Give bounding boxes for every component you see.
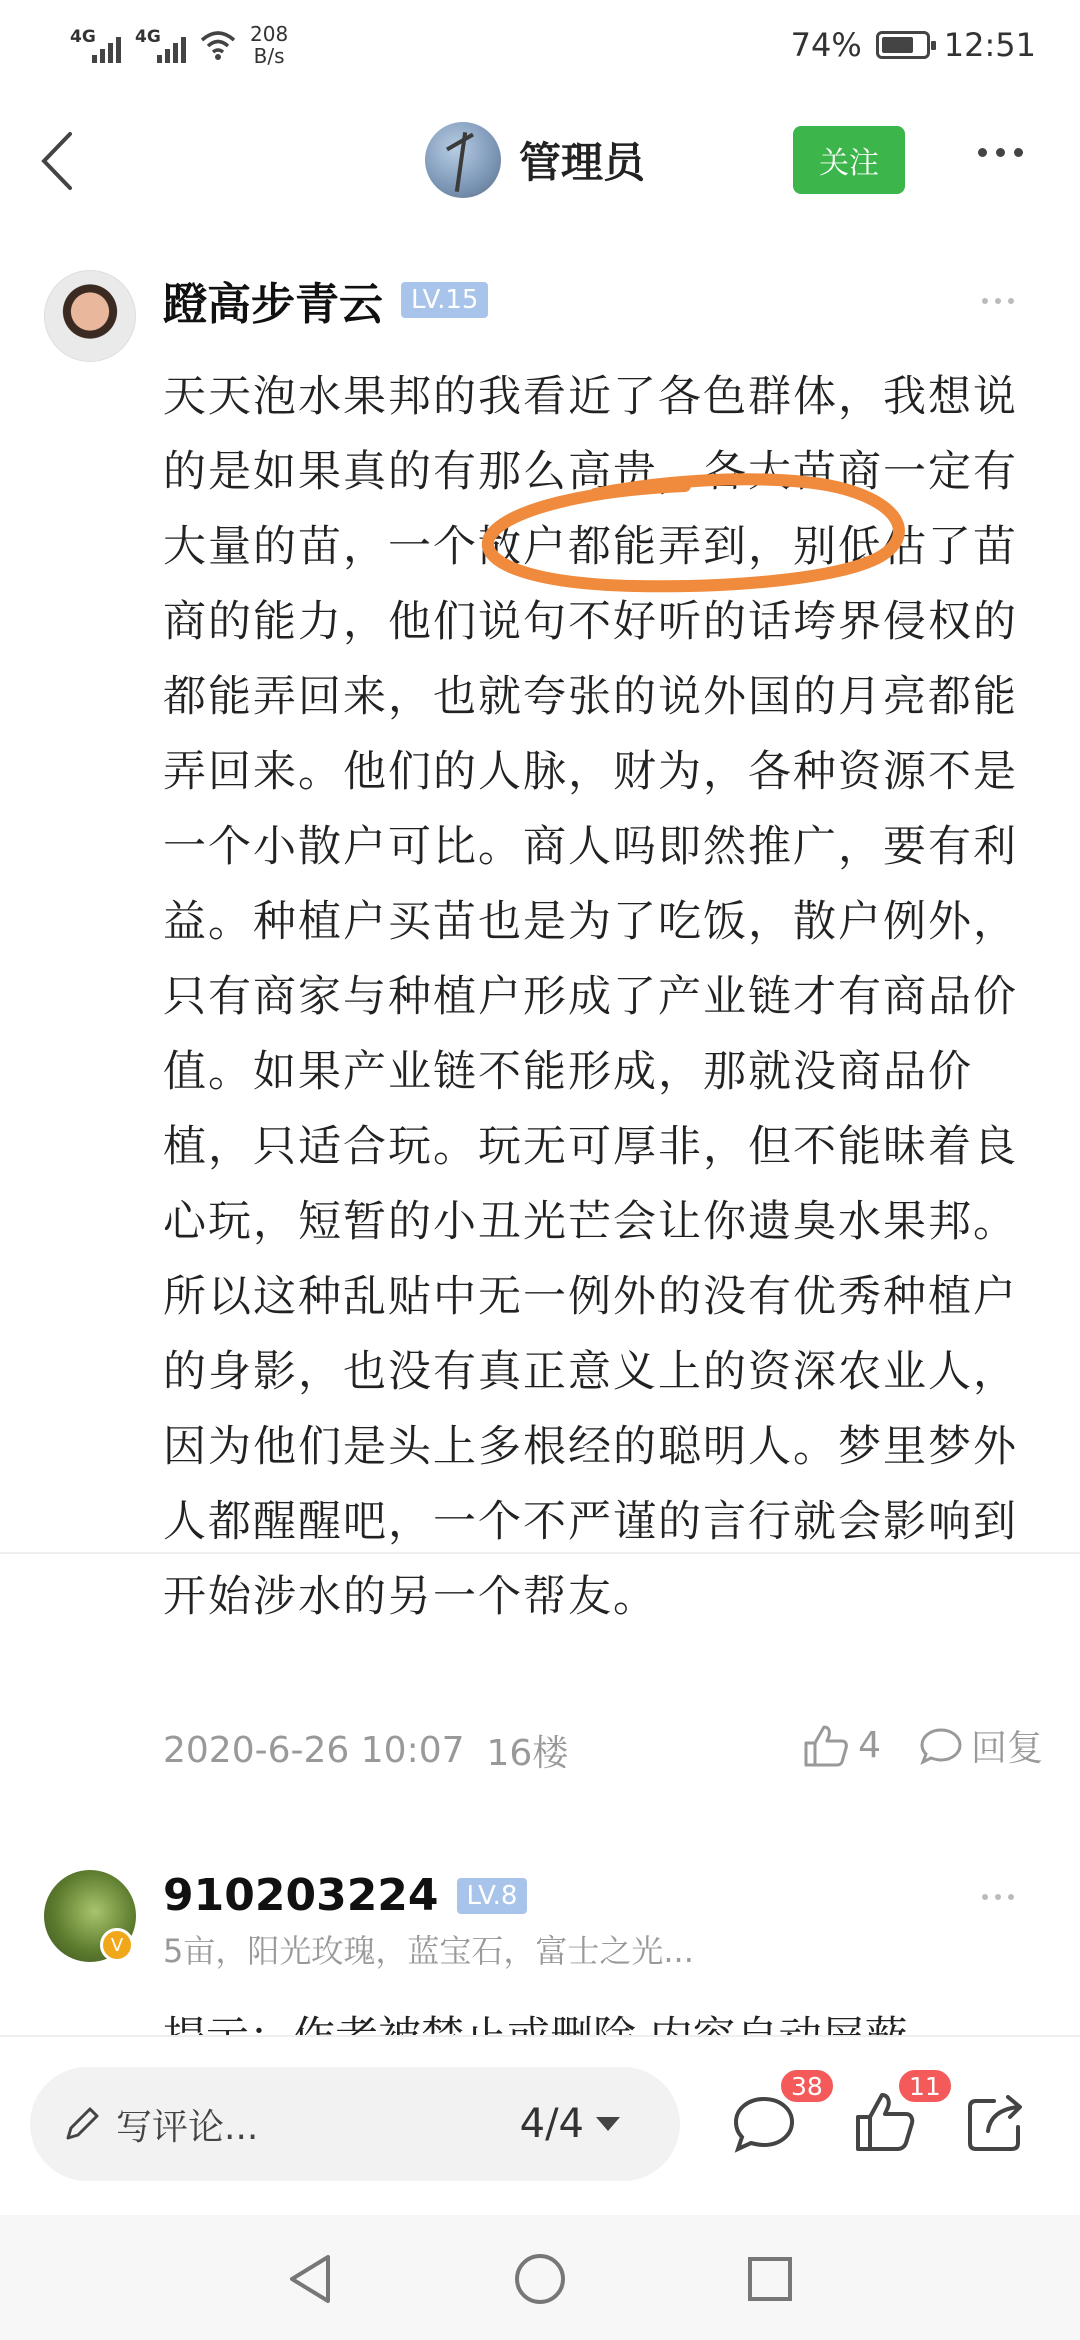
status-right [791,26,1036,64]
post-meta [163,1720,1043,1780]
nav-avatar[interactable] [425,122,501,198]
level-badge: LV.15 [401,282,488,318]
battery-fill [882,37,913,53]
post2-body-peek [163,2008,983,2036]
post-body: 天天泡水果邦的我看近了各色群体，我想说的是如果真的有那么高贵，各大苗商一定有大量的苗，一个散户都能弄到，别低估了苗商的能力，他们说句不好听的话垮界侵权的都能弄回来，也就夸张的说外国的月亮都能弄回来。他们的人脉，财为，各种资源不是一个小散户可比。商人吗即然推广，要有利益。种植户买苗也是为了吃饭，散户例外，只有商家与种植户形成了产业链才有商品价值。如果产业链不能形成，那就没商品价植，只适合玩。玩无可厚非，但不能昧着良心玩，短暂的小丑光芒会让你遗臭水果邦。所以这种乱贴中无一例外的没有优秀种植户的身影，也没有真正意义上的资深农业人，因为他们是头上多根经的聪明人。梦里梦外人都醒醒吧，一个不严谨的言行就会影响到开始涉水的另一个帮友。 [163,372,1018,1622]
reply-button[interactable]: 回复 [970,1728,1043,1769]
network-type-2: 4G [135,27,161,47]
user-bio: 5亩，阳光玫瑰，蓝宝石，富士之光... [163,1932,694,1970]
post2-header [163,1870,527,1921]
bottom-action-bar [0,2035,1080,2215]
network-type: 4G [70,27,96,47]
reply-bubble-icon[interactable] [919,1726,963,1766]
back-arrow-icon[interactable] [30,126,90,196]
level-badge-2: LV.8 [457,1878,528,1914]
like-count: 4 [858,1725,881,1766]
post-date: 2020-6-26 10:07 [163,1729,465,1771]
page-indicator: 4/4 [519,2101,584,2147]
username[interactable]: 蹬高步青云 [163,279,383,330]
post2-options-icon[interactable] [982,1894,1014,1900]
divider [0,1552,1080,1554]
page-selector[interactable] [520,2101,620,2147]
post-actions [802,1720,1043,1771]
username-2[interactable]: 910203224 [163,1870,439,1921]
nav-title: 管理员 [519,138,646,187]
nav-user[interactable] [425,122,645,198]
more-menu-icon[interactable] [978,148,1023,157]
follow-button[interactable]: 关注 [793,126,905,194]
share-icon[interactable] [960,2087,1032,2159]
dropdown-icon [596,2117,620,2131]
status-bar [0,0,1080,90]
avatar[interactable] [44,270,136,362]
battery-icon [876,31,930,59]
speed-value: 208 [250,22,289,46]
post-options-icon[interactable] [982,298,1014,304]
likes-badge: 11 [896,2067,954,2105]
nav-back-icon[interactable] [280,2249,340,2309]
top-nav [0,100,1080,220]
system-nav-bar [0,2215,1080,2340]
thumbs-up-icon[interactable] [802,1723,850,1769]
comment-placeholder: 写评论... [116,2106,259,2148]
network-speed [250,23,288,67]
pen-icon [62,2104,102,2144]
nav-home-icon[interactable] [510,2249,570,2309]
signal-icon [70,27,121,63]
floor-number: 16楼 [486,1732,569,1774]
comment-input[interactable] [30,2067,680,2181]
comments-badge: 38 [778,2067,836,2105]
battery-percent: 74% [790,26,862,64]
clock: 12:51 [943,26,1036,64]
status-left [70,23,288,67]
signal-icon-2 [135,27,186,63]
post-header [163,268,488,332]
wifi-icon [200,30,236,60]
nav-recents-icon[interactable] [740,2249,800,2309]
speed-unit: B/s [253,44,285,68]
verified-badge-icon: V [100,1928,134,1962]
